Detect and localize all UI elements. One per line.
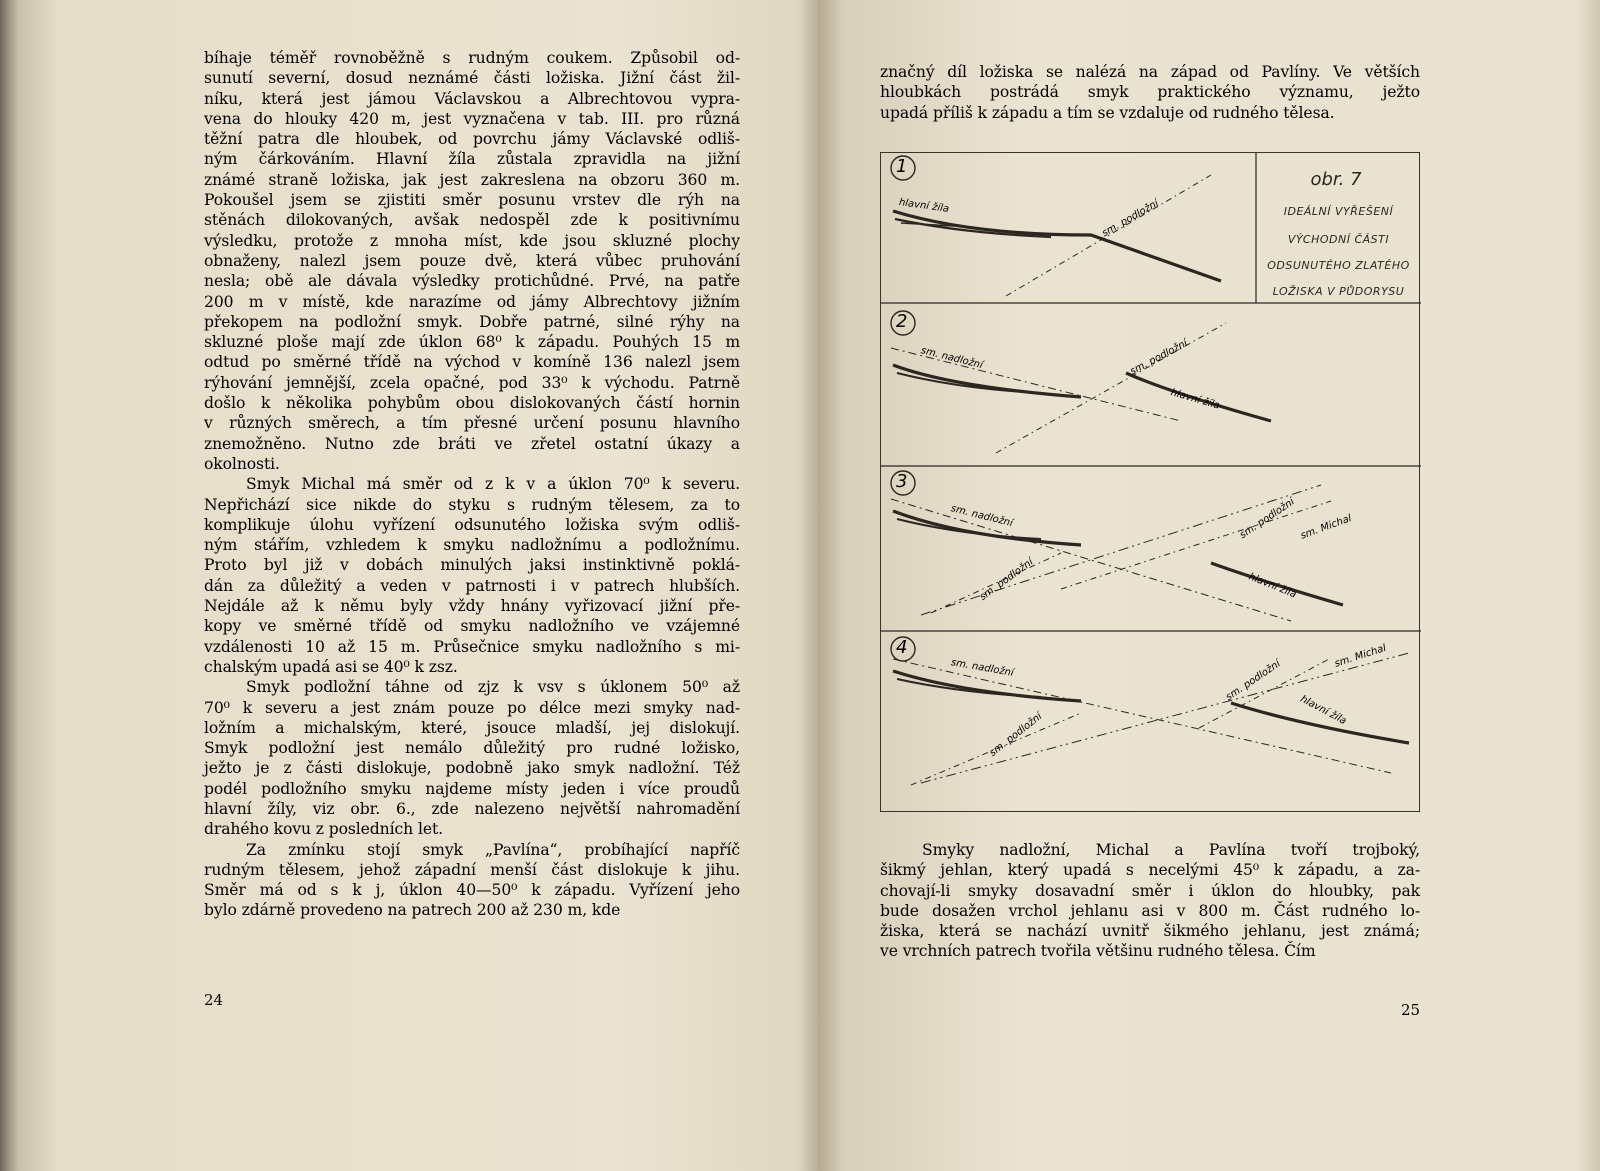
text-line: žiska, která se nachází uvnitř šikmého jehlanu, jest známá; [880,922,1420,941]
text-line: známé straně ložiska, jak jest zakreslena na obzoru 360 m. [204,170,740,189]
caption-line: IDEÁLNÍ VYŘEŠENÍ [1283,205,1394,218]
label-footwall: sm. podložní [1237,496,1297,542]
text-line: odtud po směrné třídě na východ v komíně 136 nalezl jsem [204,353,740,372]
text-line: obnaženy, nalezl jsem pouze dvě, která vůbec pruhování [204,251,740,270]
label-vein: hlavní žíla [1169,387,1221,412]
text-line: Proto byl již v dobách minulých jaksi instinktivně poklá- [204,556,740,575]
vein-line [893,671,1081,701]
caption-line: ODSUNUTÉHO ZLATÉHO [1267,259,1410,272]
text-line: Smyk podložní jest nemálo důležitý pro rudné ložisko, [204,739,740,758]
text-line: kopy ve směrné třídě od smyku nadložního ve vzájemné [204,617,740,636]
text-line: okolnosti. [204,454,280,473]
right-page-text-bottom [880,840,1420,962]
figure-caption [1256,153,1421,311]
text-line: sunutí severní, dosud neznámé části ložiska. Jižní část žil- [204,69,740,88]
text-line: bude dosažen vrchol jehlanu asi v 800 m. Část rudného lo- [880,901,1420,920]
text-line: značný díl ložiska se nalézá na západ od Pavlíny. Ve větších [880,63,1420,81]
text-line: Smyky nadložní, Michal a Pavlína tvoří trojboký, [922,841,1420,859]
vein-line [897,519,1041,539]
text-line: ným stářím, vzhledem k smyku nadložnímu a podložnímu. [204,536,740,555]
caption-line: VÝCHODNÍ ČÁSTI [1287,233,1390,246]
caption-title: obr. 7 [1310,169,1362,190]
left-page-text [204,48,740,921]
text-line: v různých směrech, a tím přesné určení posunu hlavního [204,414,740,433]
text-line: hloubkách postrádá smyk praktického významu, ježto [880,83,1420,102]
text-line: znemožněno. Nutno zde bráti ve zřetel ostatní úkazy a [204,434,740,453]
text-line: vena do hlouky 420 m, jest vyznačena v tab. III. pro různá [204,109,740,128]
text-line: Směr má od s k j, úklon 40—50⁰ k západu. Vyřízení jeho [204,881,740,900]
text-line: Smyk Michal má směr od z k v a úklon 70⁰ k severu. [246,475,740,494]
panel-number-3: 3 [896,471,908,492]
text-line: ve vrchních patrech tvořila většinu rudného tělesa. Čím [880,942,1316,961]
text-line: upadá příliš k západu a tím se vzdaluje od rudného tělesa. [880,103,1335,122]
text-line: skluzné ploše mají zde úklon 68⁰ k západu. Pouhých 15 m [204,333,740,352]
text-line: ložním a michalským, které, jsouce mladší, jej dislokují. [204,718,740,737]
caption-line: LOŽISKA V PŮDORYSU [1272,285,1405,298]
text-line: chovají-li smyky dosavadní směr i úklon do hloubky, pak [880,881,1420,900]
text-line: stěnách dilokovaných, avšak nedospěl zde k positivnímu [204,211,740,230]
text-line: výsledku, protože z mnoha míst, kde jsou skluzné plochy [204,231,740,250]
text-line: Pokoušel jsem se zjistiti směr posunu vrstev dle rýh na [204,191,740,210]
text-line: Za zmínku stojí smyk „Pavlína“, probíhající napříč [246,840,740,859]
text-line: Nepřichází sice nikde do styku s rudným tělesem, za to [204,495,740,514]
text-line: rudným tělesem, jehož západní menší část dislokuje k jihu. [204,860,740,879]
panel-number-1: 1 [896,156,908,177]
paragraph [204,677,740,839]
text-line: drahého kovu z posledních let. [204,820,443,839]
label-footwall: sm. podložní [1128,337,1190,378]
text-line: Nejdále až k němu byly vždy hnány vyřizovací jižní pře- [204,597,740,616]
label-michal: sm. Michal [1333,642,1388,670]
text-line: hlavní žíly, viz obr. 6., zde nalezeno největší nahromadění [204,799,740,818]
label-vein: hlavní žíla [898,197,950,215]
text-line: chalským upadá asi se 40⁰ k zsz. [204,657,458,676]
fault-hanging [891,499,1291,621]
text-line: komplikuje úlohu vyřízení odsunutého ložiska svým odliš- [204,515,740,534]
vein-line [893,365,1081,397]
text-line: Smyk podložní táhne od zjz k vsv s úklonem 50⁰ až [246,678,740,697]
panel-number-4: 4 [896,637,908,658]
vein-line [893,211,1221,281]
text-line: vzdálenosti 10 až 15 m. Průsečnice smyku nadložního s mi- [204,637,740,656]
panel-number-2: 2 [896,311,908,332]
label-footwall: sm. podložní [987,711,1045,759]
label-footwall: sm. podložní [1100,198,1161,240]
text-line: ným čárkováním. Hlavní žíla zůstala zpravidla na jižní [204,150,740,169]
label-footwall: sm. podložní [977,556,1036,603]
text-line: nesla; obě ale dávala výsledky protichůdné. Prvé, na patře [204,272,740,291]
text-line: došlo k několika pohybům obou dislokovaných částí hornin [204,394,740,413]
fault-footwall [1061,501,1331,589]
text-line: bylo zdárně provedeno na patrech 200 až 230 m, kde [204,901,621,920]
paragraph [204,840,740,921]
label-michal: sm. Michal [1299,513,1354,542]
text-line: těžní patra dle hloubek, od povrchu jámy Václavské odliš- [204,130,740,149]
label-hanging: sm. nadložní [950,657,1015,679]
text-line: bíhaje téměř rovnoběžně s rudným coukem. Způsobil od- [204,49,740,67]
label-vein: hlavní žíla [1298,693,1349,728]
label-vein: hlavní žíla [1246,571,1298,601]
text-line: šikmý jehlan, který upadá s necelými 45⁰ k západu, a za- [880,861,1420,880]
text-line: 70⁰ k severu a jest znám pouze po délce mezi smyky nad- [204,698,740,717]
text-line: dán za důležitý a veden v patrnosti i v patrech hlubších. [204,576,740,595]
fault-hanging [893,659,1391,773]
label-hanging: sm. nadložní [949,503,1014,530]
text-line: 200 m v místě, kde narazíme od jámy Albrechtovy jižním [204,292,740,311]
text-line: překopem na podložní smyk. Dobře patrné, silné rýhy na [204,312,740,331]
book-edge [0,0,18,1171]
page-number-left: 24 [204,991,224,1009]
paragraph [204,48,740,474]
right-page-text-top [880,62,1420,123]
label-hanging: sm. nadložní [919,345,984,372]
page-number-right: 25 [1401,1001,1421,1019]
text-line: níku, která jest jámou Václavskou a Albrechtovou vypra- [204,89,740,108]
fault-footwall [996,323,1226,453]
text-line: rýhování jemnější, zcela opačné, pod 33⁰ k východu. Patrně [204,373,740,392]
text-line: ježto je z části dislokuje, podobně jako smyk nadložní. Též [204,759,740,778]
paragraph [204,474,740,677]
label-footwall: sm. podložní [1223,658,1283,704]
figure-7 [880,152,1420,812]
text-line: podél podložního smyku najdeme místy jeden i více proudů [204,779,740,798]
